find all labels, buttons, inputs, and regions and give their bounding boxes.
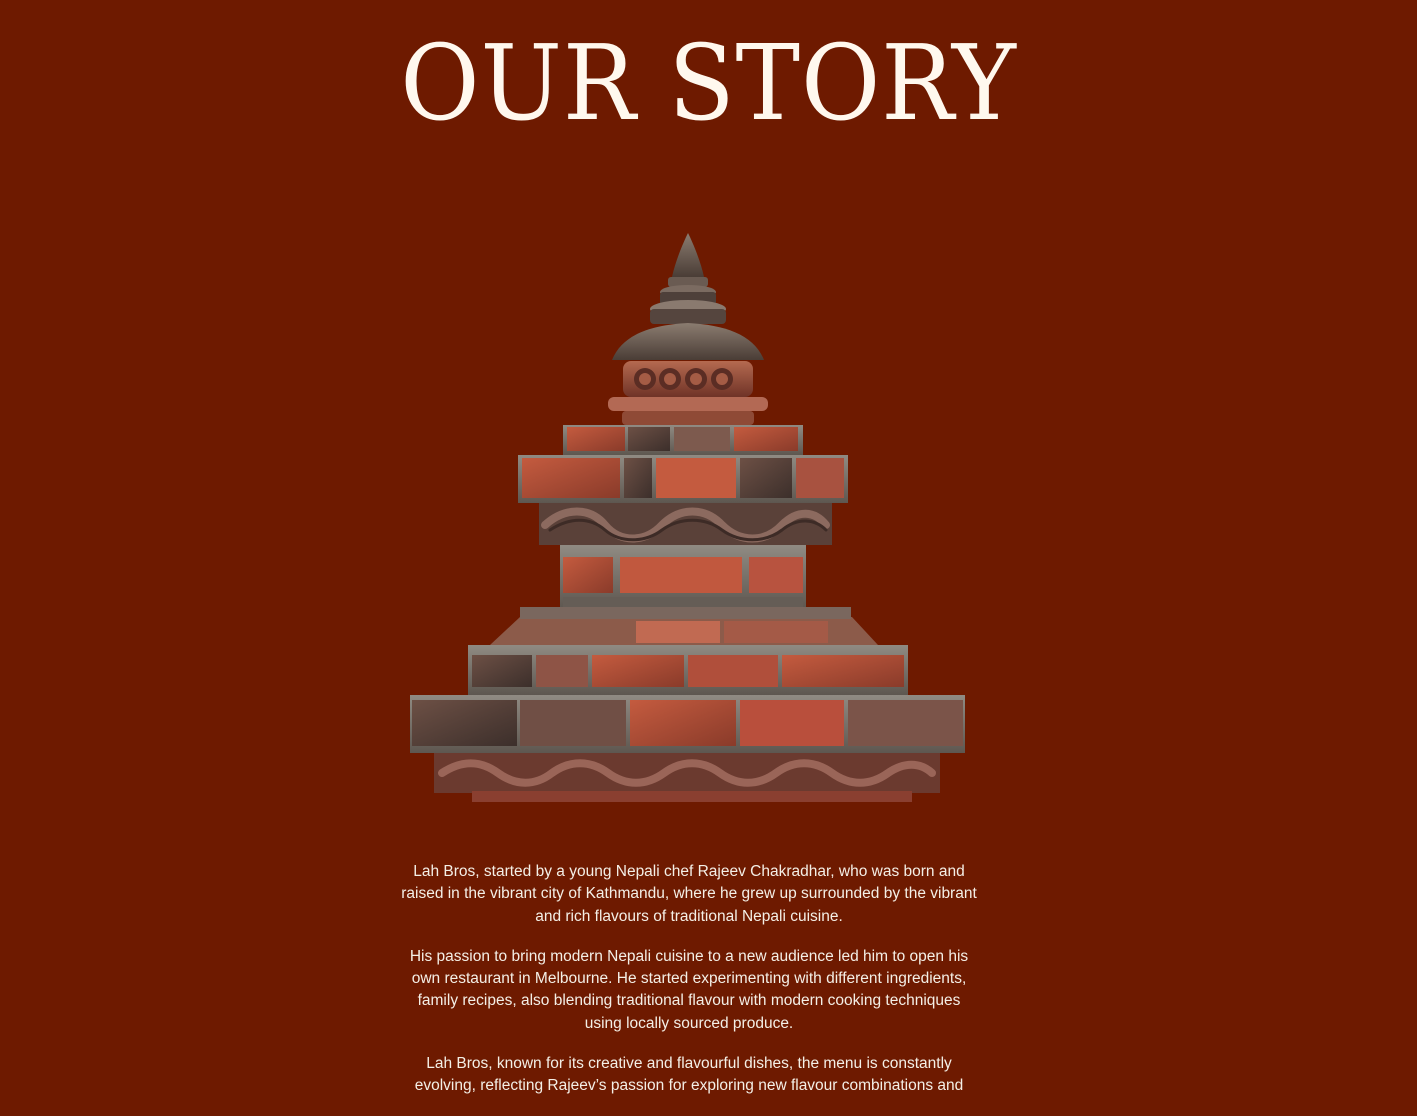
stupa-image — [400, 225, 975, 810]
story-paragraph: His passion to bring modern Nepali cuisine to a new audience led him to open his own restaurant in Melbourne. He started experimenting with different ingredients, family recipes, also blending traditional flavour with modern cooking techniques using locally sourced produce. — [409, 947, 969, 1032]
story-text — [398, 861, 980, 1116]
story-paragraph: Lah Bros, started by a young Nepali chef Rajeev Chakradhar, who was born and raised in the vibrant city of Kathmandu, where he grew up surrounded by the vibrant and rich flavours of traditional Nepali cuisine. — [401, 863, 977, 925]
story-paragraph: Lah Bros, known for its creative and flavourful dishes, the menu is constantly evolving, reflecting Rajeev’s passion for exploring new flavour combinations and — [414, 1055, 964, 1095]
page-title: OUR STORY — [400, 22, 1017, 144]
